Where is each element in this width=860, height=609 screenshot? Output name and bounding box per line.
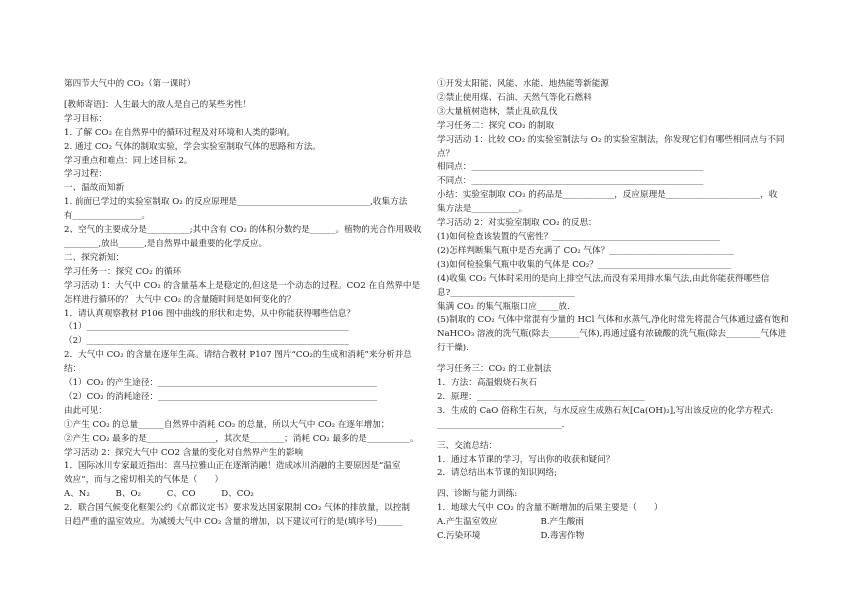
text-line: 效应”，而与之密切相关的气体是（ ） — [64, 475, 224, 486]
text-line: 有________________。 — [64, 211, 150, 222]
text-line: ①产生 CO₂ 的总量______自然界中消耗 CO₂ 的总量，所以大气中 CO₂ 在逐年增加； — [64, 419, 390, 430]
spacer — [437, 356, 799, 363]
text-line: 行干燥). — [437, 343, 469, 354]
text-line: ________,放出______,是自然界中最重要的化学反应。 — [64, 238, 268, 249]
text-line: 学习任务一：探究 CO₂ 的循环 — [64, 266, 182, 277]
text-line: 一、温故而知新 — [64, 183, 125, 194]
text-line: 2．请总结出本节课的知识网络; — [437, 468, 558, 479]
text-line: 相同点：______________________________________________________ — [437, 162, 704, 173]
text-line: 学习任务三：CO₂ 的工业制法 — [437, 364, 552, 375]
text-line: 1．方法：高温煅烧石灰石 — [437, 378, 537, 389]
text-line: _____________________________. — [437, 419, 565, 430]
text-line: 学习活动 2：对实验室制取 CO₂ 的反思： — [437, 218, 597, 229]
text-line: ①开发太阳能、风能、水能、地热能等新能源 — [437, 79, 609, 89]
text-line: (2)怎样判断集气瓶中是否充满了 CO₂ 气体？_____________________________ — [437, 245, 734, 256]
text-line: 2．联合国气候变化框架公约《京都议定书》要求发达国家限制 CO₂ 气体的排放量，以控制 — [64, 503, 410, 514]
text-line: 怎样进行循环的？ 大气中 CO₂ 的含量随时间是如何变化的？ — [64, 294, 296, 305]
right-column — [437, 78, 799, 544]
text-line: 学习过程： — [64, 169, 107, 180]
text-line: C.污染环境 D.毒害作物 — [437, 531, 585, 542]
text-line: 点？ — [437, 148, 455, 159]
text-line: 2. 通过 CO₂ 气体的制取实验，学会实验室制取气体的思路和方法。 — [64, 141, 321, 152]
text-line: 集方法是___________。 — [437, 204, 528, 215]
text-line: 由此可见： — [64, 405, 107, 416]
text-line: 1. 了解 CO₂ 在自然界中的循环过程及对环境和人类的影响。 — [64, 127, 296, 138]
text-line: (4)收集 CO₂ 气体时采用的是向上排空气法,而没有采用排水集气法,由此你能获得哪些信 — [437, 273, 770, 284]
text-line: （2）_____________________________________________________________ — [64, 336, 349, 347]
text-line: 日趋严重的温室效应。为减缓大气中 CO₂ 含量的增加，以下建议可行的是(填序号)______ — [64, 517, 403, 528]
text-line: ②禁止使用煤、石油、天然气等化石燃料 — [437, 92, 592, 103]
text-line: （2）CO₂ 的消耗途径：___________________________________________________ — [64, 391, 378, 402]
text-line: [教师寄语]：人生最大的敌人是自己的某些劣性！ — [64, 99, 252, 110]
text-line: 不同点：______________________________________________________ — [437, 176, 704, 187]
spacer — [64, 92, 428, 99]
text-line: (1)如何检查该装置的气密性？_______________________________________ — [437, 231, 720, 242]
text-line: 息?_____________________________ — [437, 287, 575, 298]
text-line: 1．请认真观察教材 P106 图中曲线的形状和走势，从中你能获得哪些信息？ — [64, 308, 355, 319]
text-line: 1．通过本节课的学习，写出你的收获和疑问？ — [437, 454, 615, 465]
text-line: 2．大气中 CO₂ 的含量在逐年生高。请结合教材 P107 图片“CO₂的生成和消耗”来分析并总 — [64, 350, 412, 361]
text-line: ③大量植树造林，禁止乱砍乱伐 — [437, 106, 558, 117]
text-line: NaHCO₃ 溶液的洗气瓶(除去_______气体),再通过盛有浓硫酸的洗气瓶(除去________气体进 — [437, 329, 787, 340]
text-line: 结： — [64, 364, 82, 375]
text-line: 二、探究新知： — [64, 252, 125, 263]
text-line: 2、空气的主要成分是__________;其中含有 CO₂ 的体积分数约是______。植物的光合作用吸收 — [64, 225, 422, 236]
spacer — [437, 481, 799, 488]
left-column — [64, 78, 428, 530]
text-line: A.产生温室效应 B.产生酸雨 — [437, 517, 584, 528]
text-line: A、N₂ B、O₂ C、CO D、CO₂ — [64, 489, 254, 500]
text-line: （1）CO₂ 的产生途径：___________________________________________________ — [64, 378, 378, 389]
text-line: 2．原理：_______________________________________ — [437, 391, 645, 402]
text-line: (3)如何检验集气瓶中收集的气体是 CO₂？_______________________________ — [437, 259, 732, 270]
text-line: 三、交流总结： — [437, 440, 498, 451]
text-line: （1）_____________________________________________________________ — [64, 322, 349, 333]
text-line: 小结：实验室制取 CO₂ 的药品是____________，反应原理是______________________，收 — [437, 190, 778, 201]
text-line: 集满 CO₂ 的集气瓶瓶口应_____放. — [437, 301, 570, 312]
text-line: 学习任务二：探究 CO₂ 的制取 — [437, 120, 555, 131]
text-line: 1．地球大气中 CO₂ 的含量不断增加的后果主要是（ ） — [437, 503, 663, 514]
text-line: 四、诊断与能力训练: — [437, 489, 518, 500]
text-line: 1．国际冰川专家最近指出：喜马拉雅山正在逐渐消融！造成冰川消融的主要原因是“温室 — [64, 461, 401, 472]
spacer — [437, 433, 799, 440]
text-line: ②产生 CO₂ 最多的是________________，其次是________；消耗 CO₂ 最多的是__________。 — [64, 433, 419, 444]
text-line: 1. 前面已学过的实验室制取 O₂ 的反应原理是_______________________________,收集方法 — [64, 197, 408, 208]
text-line: 学习活动 1：比较 CO₂ 的实验室制法与 O₂ 的实验室制法，你发现它们有哪些相同点与不同 — [437, 134, 785, 145]
text-line: 第四节大气中的 CO₂（第一课时） — [64, 79, 196, 89]
text-line: 学习重点和难点：同上述目标 2。 — [64, 155, 193, 166]
text-line: 学习目标： — [64, 113, 107, 124]
text-line: 学习活动 1：大气中 CO₂ 的含量基本上是稳定的,但这是一个动态的过程。CO2 在自然界中是 — [64, 280, 421, 291]
text-line: 学习活动 2：探究大气中 CO2 含量的变化对自然界产生的影响 — [64, 447, 304, 458]
text-line: 3．生成的 CaO 俗称生石灰，与水反应生成熟石灰[Ca(OH)₂],写出该反应的化学方程式: — [437, 405, 774, 416]
text-line: (5)制取的 CO₂ 气体中常混有少量的 HCl 气体和水蒸气,净化时常先将混合气体通过盛有饱和 — [437, 315, 789, 326]
